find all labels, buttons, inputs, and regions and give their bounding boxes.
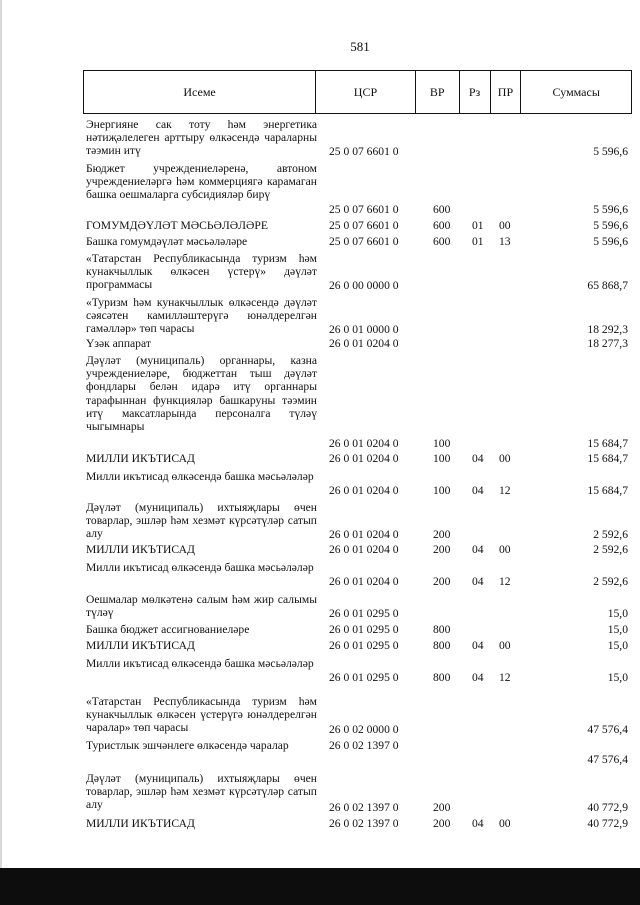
table-row <box>0 684 640 736</box>
table-row <box>0 556 640 588</box>
table-row <box>0 620 640 636</box>
row-sum: 5 596,6 <box>593 234 628 248</box>
row-rz: 04 <box>472 638 484 652</box>
row-name: Милли икътисад өлкәсендә башка мәсьәләләр <box>86 470 314 483</box>
row-vr: 600 <box>433 202 451 216</box>
row-name: МИЛЛИ ИКЪТИСАД <box>86 451 195 465</box>
row-rz: 04 <box>472 816 484 830</box>
row-csr: 26 0 02 1397 0 <box>329 800 399 814</box>
row-rz: 04 <box>472 451 484 465</box>
row-csr: 26 0 01 0204 0 <box>329 436 399 450</box>
header-vr: ВР <box>415 71 459 113</box>
row-pr: 12 <box>499 670 511 684</box>
row-name: Милли икътисад өлкәсендә башка мәсьәләләр <box>86 561 314 574</box>
row-rz: 04 <box>472 542 484 556</box>
row-sum: 15 684,7 <box>587 451 628 465</box>
row-name: Милли икътисад өлкәсендә башка мәсьәләләр <box>86 657 314 670</box>
row-sum: 5 596,6 <box>593 144 628 158</box>
row-sum: 15 684,7 <box>587 483 628 497</box>
row-name: «Татарстан Республикасында туризм һәм кунакчыллык өлкәсен үстерү» дәүләт программасы <box>86 252 317 292</box>
row-name: Энергияне сак тоту һәм энергетика нәтиҗәлелеген арттыру өлкәсендә чараларны тәэмин итү <box>86 118 317 158</box>
row-vr: 200 <box>433 542 451 556</box>
row-sum: 15,0 <box>607 638 628 652</box>
row-pr: 00 <box>499 542 511 556</box>
table-row <box>0 350 640 450</box>
row-vr: 200 <box>433 527 451 541</box>
table-row <box>0 766 640 814</box>
row-sum: 47 576,4 <box>587 752 628 766</box>
row-vr: 200 <box>433 800 451 814</box>
row-sum: 18 277,3 <box>587 336 628 350</box>
header-name: Исеме <box>183 84 216 99</box>
table-header <box>83 70 632 114</box>
row-name: МИЛЛИ ИКЪТИСАД <box>86 638 195 652</box>
table-row <box>0 636 640 652</box>
row-csr: 26 0 01 0295 0 <box>329 638 399 652</box>
row-csr: 25 0 07 6601 0 <box>329 218 399 232</box>
table-row <box>0 465 640 497</box>
row-csr: 26 0 01 0204 0 <box>329 451 399 465</box>
table-row <box>0 814 640 830</box>
row-csr: 26 0 02 1397 0 <box>329 816 399 830</box>
row-vr: 200 <box>433 816 451 830</box>
table-row <box>0 336 640 350</box>
table-row <box>0 450 640 465</box>
row-sum: 47 576,4 <box>587 722 628 736</box>
row-name: Бюджет учреждениеләренә, автоном учреждениеләргә һәм коммерциягә карамаган башка оешмаларга субсидияләр бирү <box>86 162 317 202</box>
row-vr: 600 <box>433 234 451 248</box>
row-vr: 800 <box>433 622 451 636</box>
row-name: Дәүләт (муниципаль) ихтыяҗлары өчен товарлар, эшләр һәм хезмәт күрсәтүләр сатып алу <box>86 501 317 541</box>
table-row <box>0 541 640 556</box>
row-name: Дәүләт (муниципаль) ихтыяҗлары өчен товарлар, эшләр һәм хезмәт күрсәтүләр сатып алу <box>86 772 317 812</box>
row-pr: 00 <box>499 218 511 232</box>
header-rz: Рз <box>459 71 490 113</box>
row-csr: 26 0 02 0000 0 <box>329 722 399 736</box>
row-name: Туристлык эшчәнлеге өлкәсендә чаралар <box>86 739 289 752</box>
row-sum: 65 868,7 <box>587 278 628 292</box>
row-sum: 15,0 <box>607 606 628 620</box>
row-sum: 18 292,3 <box>587 322 628 336</box>
table-row <box>0 232 640 248</box>
row-name: Оешмалар мөлкәтенә салым һәм жир салымы түләү <box>86 593 317 620</box>
row-csr: 26 0 01 0000 0 <box>329 322 399 336</box>
table-row <box>0 118 640 158</box>
row-name: МИЛЛИ ИКЪТИСАД <box>86 542 195 556</box>
header-pr: ПР <box>490 71 521 113</box>
row-name: Башка гомумдәүләт мәсьәләләре <box>86 234 248 248</box>
row-csr: 25 0 07 6601 0 <box>329 144 399 158</box>
row-csr: 25 0 07 6601 0 <box>329 202 399 216</box>
row-csr: 26 0 01 0295 0 <box>329 622 399 636</box>
row-pr: 13 <box>499 234 511 248</box>
row-csr: 26 0 01 0295 0 <box>329 670 399 684</box>
row-sum: 15,0 <box>607 622 628 636</box>
row-vr: 800 <box>433 638 451 652</box>
table-row <box>0 736 640 766</box>
row-sum: 40 772,9 <box>587 816 628 830</box>
row-pr: 00 <box>499 638 511 652</box>
row-sum: 15 684,7 <box>587 436 628 450</box>
row-pr: 12 <box>499 483 511 497</box>
row-rz: 04 <box>472 670 484 684</box>
row-vr: 100 <box>433 451 451 465</box>
scan-bottom-border <box>0 868 640 905</box>
row-vr: 200 <box>433 574 451 588</box>
row-name: Башка бюджет ассигнованиеләре <box>86 622 250 636</box>
row-vr: 100 <box>433 436 451 450</box>
row-csr: 26 0 01 0204 0 <box>329 574 399 588</box>
row-sum: 15,0 <box>607 670 628 684</box>
row-name: Үзәк аппарат <box>86 336 151 350</box>
table-body <box>0 118 640 830</box>
row-vr: 600 <box>433 218 451 232</box>
row-pr: 00 <box>499 816 511 830</box>
row-csr: 26 0 01 0204 0 <box>329 527 399 541</box>
row-csr: 26 0 01 0204 0 <box>329 542 399 556</box>
row-sum: 2 592,6 <box>593 542 628 556</box>
table-row <box>0 588 640 620</box>
row-rz: 01 <box>472 218 484 232</box>
row-csr: 26 0 00 0000 0 <box>329 278 399 292</box>
row-name: МИЛЛИ ИКЪТИСАД <box>86 816 195 830</box>
header-sum: Суммасы <box>520 71 631 113</box>
row-rz: 04 <box>472 483 484 497</box>
table-row <box>0 292 640 336</box>
table-row <box>0 652 640 684</box>
table-row <box>0 248 640 292</box>
page-number: 581 <box>350 39 370 54</box>
row-name: «Туризм һәм кунакчыллык өлкәсендә дәүләт сәясәтен камилләштерүгә юнәлдерелгән гамәлләр» төп чарасы <box>86 296 317 336</box>
row-rz: 01 <box>472 234 484 248</box>
row-name: ГОМУМДӘҮЛӘТ МӘСЬӘЛӘЛӘРЕ <box>86 218 268 232</box>
row-vr: 800 <box>433 670 451 684</box>
row-csr: 25 0 07 6601 0 <box>329 234 399 248</box>
row-rz: 04 <box>472 574 484 588</box>
header-csr: ЦСР <box>315 71 415 113</box>
row-csr: 26 0 01 0204 0 <box>329 336 399 350</box>
table-row <box>0 158 640 216</box>
row-vr: 100 <box>433 483 451 497</box>
row-csr: 26 0 01 0204 0 <box>329 483 399 497</box>
table-row <box>0 216 640 232</box>
row-sum: 2 592,6 <box>593 527 628 541</box>
row-sum: 2 592,6 <box>593 574 628 588</box>
row-sum: 40 772,9 <box>587 800 628 814</box>
row-name: Дәүләт (муниципаль) органнары, казна учреждениеләре, бюджеттан тыш дәүләт фондлары белән идарә итү органнары тарафыннан функцияләр башкаруны тәэмин итү максатларында персоналга түләү чыгымнары <box>86 354 317 434</box>
row-sum: 5 596,6 <box>593 202 628 216</box>
row-sum: 5 596,6 <box>593 218 628 232</box>
row-name: «Татарстан Республикасында туризм һәм кунакчыллык өлкәсен үстерүгә юнәлдерелгән чаралар» төп чарасы <box>86 695 317 735</box>
row-pr: 12 <box>499 574 511 588</box>
row-csr: 26 0 02 1397 0 <box>329 738 399 752</box>
row-csr: 26 0 01 0295 0 <box>329 606 399 620</box>
row-pr: 00 <box>499 451 511 465</box>
table-row <box>0 497 640 541</box>
